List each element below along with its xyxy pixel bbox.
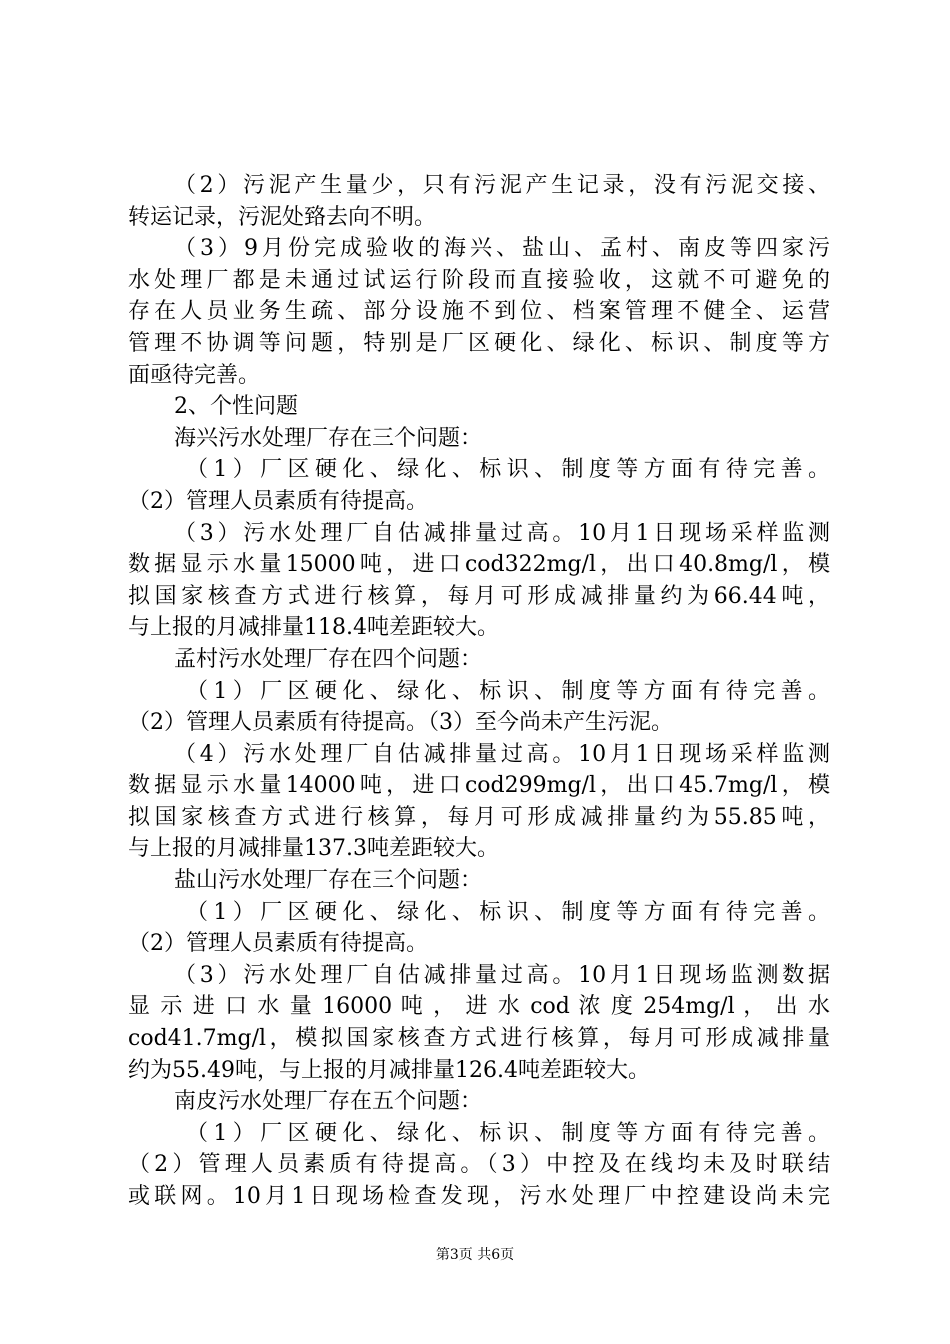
text-line: 盐山污水处理厂存在三个问题： xyxy=(174,868,483,894)
text-line: （3）污水处理厂自估减排量过高。10月1日现场监测数据 xyxy=(174,962,830,988)
text-line: （2）污泥产生量少，只有污泥产生记录，没有污泥交接、 xyxy=(174,173,830,198)
text-line: 显 示 进 口 水 量 16000 吨 ， 进 水 cod 浓 度 254mg/l ， 出 水 xyxy=(128,994,830,1020)
text-line: 海兴污水处理厂存在三个问题： xyxy=(174,425,483,451)
text-line: cod41.7mg/l，模拟国家核查方式进行核算，每月可形成减排量 xyxy=(128,1026,830,1052)
text-line: （2）管理人员素质有待提高。 xyxy=(128,488,428,514)
text-line: 数据显示水量14000吨，进口cod299mg/l，出口45.7mg/l，模 xyxy=(128,773,830,799)
text-line: （1）厂区硬化、绿化、标识、制度等方面有待完善。 xyxy=(186,899,830,925)
text-line: （3）9月份完成验收的海兴、盐山、孟村、南皮等四家污 xyxy=(174,236,830,262)
text-line: 拟国家核查方式进行核算，每月可形成减排量约为55.85吨， xyxy=(128,804,830,830)
text-line: 孟村污水处理厂存在四个问题： xyxy=(174,646,483,672)
text-line: 拟国家核查方式进行核算，每月可形成减排量约为66.44吨， xyxy=(128,583,830,609)
text-line: （4）污水处理厂自估减排量过高。10月1日现场采样监测 xyxy=(174,741,830,767)
text-line: 数据显示水量15000吨，进口cod322mg/l，出口40.8mg/l，模 xyxy=(128,552,830,578)
text-line: 存在人员业务生疏、部分设施不到位、档案管理不健全、运营 xyxy=(128,299,830,325)
text-line: 与上报的月减排量118.4吨差距较大。 xyxy=(128,615,499,641)
text-line: 南皮污水处理厂存在五个问题： xyxy=(174,1089,483,1115)
text-line: 管理不协调等问题，特别是厂区硬化、绿化、标识、制度等方 xyxy=(128,330,830,356)
document-body xyxy=(128,170,830,1213)
page-footer: 第3页 共6页 xyxy=(435,1247,515,1263)
text-line: 与上报的月减排量137.3吨差距较大。 xyxy=(128,836,499,862)
text-line: （1）厂区硬化、绿化、标识、制度等方面有待完善。 xyxy=(186,1120,830,1146)
text-line: （2）管理人员素质有待提高。（3）至今尚未产生污泥。 xyxy=(128,710,673,736)
text-line: 或联网。10月1日现场检查发现，污水处理厂中控建设尚未完 xyxy=(128,1184,830,1209)
text-line: 面亟待完善。 xyxy=(128,362,261,388)
text-line: （1）厂区硬化、绿化、标识、制度等方面有待完善。 xyxy=(186,457,830,483)
text-line: （2）管理人员素质有待提高。 xyxy=(128,931,428,957)
text-line: 水处理厂都是未通过试运行阶段而直接验收，这就不可避免的 xyxy=(128,267,830,293)
text-line: （2）管理人员素质有待提高。（3）中控及在线均未及时联结 xyxy=(128,1152,830,1178)
text-line: 2、个性问题 xyxy=(174,394,298,420)
text-line: 转运记录，污泥处臵去向不明。 xyxy=(128,204,437,230)
text-line: （3）污水处理厂自估减排量过高。10月1日现场采样监测 xyxy=(174,520,830,546)
text-line: （1）厂区硬化、绿化、标识、制度等方面有待完善。 xyxy=(186,678,830,704)
text-line: 约为55.49吨，与上报的月减排量126.4吨差距较大。 xyxy=(128,1057,650,1083)
